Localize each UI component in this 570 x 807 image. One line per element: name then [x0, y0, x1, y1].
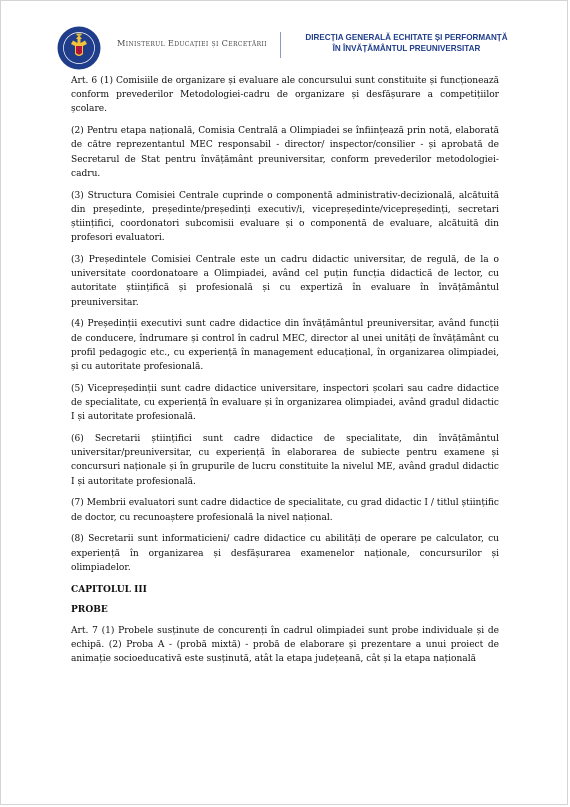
directorate-name [289, 33, 524, 54]
chapter-heading: CAPITOLUL III [71, 584, 147, 595]
article-6-paragraph-2: (2) Pentru etapa națională, Comisia Centrală a Olimpiadei se înființează prin notă, elaborată de către reprezentantul MEC responsabil - director/ inspector/consilier - și aprobată de Secretarul de Stat pentru învățământ preuniversitar, conform prevederilor metodologiei-cadru. [71, 126, 499, 179]
ministry-name: Ministerul Educației și Cercetării [117, 38, 267, 48]
article-6-paragraph-7: (7) Membrii evaluatori sunt cadre didactice de specialitate, cu grad didactic I / titlul științific de doctor, cu recunoaștere profesională la nivel național. [71, 498, 499, 523]
article-7-paragraph: Art. 7 (1) Probele susținute de concurenți în cadrul olimpiadei sunt probe individuale și de echipă. (2) Proba A - (probă mixtă) - probă de elaborare și prezentare a unui proiect de animație socioeducativă este susținută, atât la etapa județeană, cât și la etapa națională [71, 626, 499, 665]
article-6-paragraph-5: (5) Vicepreședinții sunt cadre didactice universitare, inspectori școlari sau cadre didactice de specialitate, cu experiență în evaluare și în organizarea olimpiadei, având gradul didactic I și autoritate profesională. [71, 383, 499, 423]
article-6-paragraph-8: (8) Secretarii sunt informaticieni/ cadre didactice cu abilități de operare pe calculator, cu experiență în organizarea și desfășurarea examenelor naționale, concursurilor și olimpiadelor. [71, 534, 499, 573]
directorate-line-1: DIRECȚIA GENERALĂ ECHITATE ȘI PERFORMANȚĂ [305, 33, 508, 42]
article-6-paragraph-4: (4) Președinții executivi sunt cadre didactice din învățământul preuniversitar, având funcții de conducere, îndrumare și control în cadrul MEC, director al unei unități de învățământ cu profil pedagogic etc., cu experiență în management educațional, în organizarea olimpiadei, și cu autoritate profesională. [71, 319, 499, 373]
section-heading: PROBE [71, 605, 108, 616]
page-header [57, 26, 527, 70]
document-body [71, 74, 499, 674]
article-6-paragraph-3: (3) Structura Comisiei Centrale cuprinde o componentă administrativ-decizională, alcătuită din președinte, președinte/președinți executiv/i, vicepreședinte/vicepreședinți, secretari științifici, coordonatori subcomisii evaluare și o componentă de evaluare, alcătuită din profesori evaluatori. [71, 190, 499, 244]
article-6-paragraph-3b: (3) Președintele Comisiei Centrale este un cadru didactic universitar, de regulă, de la o universitate coordonatoare a Olimpiadei, având cel puțin funcția didactică de lector, cu autoritate științifică și profesională și cu expertiză în evaluare în învățământul preuniversitar. [71, 255, 499, 308]
government-crest-icon [57, 26, 101, 70]
article-6-paragraph-1: Art. 6 (1) Comisiile de organizare și evaluare ale concursului sunt constituite și funcționează conform prevederilor Metodologiei-cadru de organizare și desfășurare a competițiilor școlare. [71, 76, 499, 115]
header-divider [280, 32, 281, 58]
directorate-line-2: ÎN ÎNVĂȚĂMÂNTUL PREUNIVERSITAR [332, 43, 481, 53]
article-6-paragraph-6: (6) Secretarii științifici sunt cadre didactice de specialitate, din învățământul universitar/preuniversitar, cu experiență în elaborarea de subiecte pentru examene și concursuri naționale și în grupurile de lucru constituite la nivelul ME, având gradul didactic I și autoritate profesională. [71, 434, 499, 487]
